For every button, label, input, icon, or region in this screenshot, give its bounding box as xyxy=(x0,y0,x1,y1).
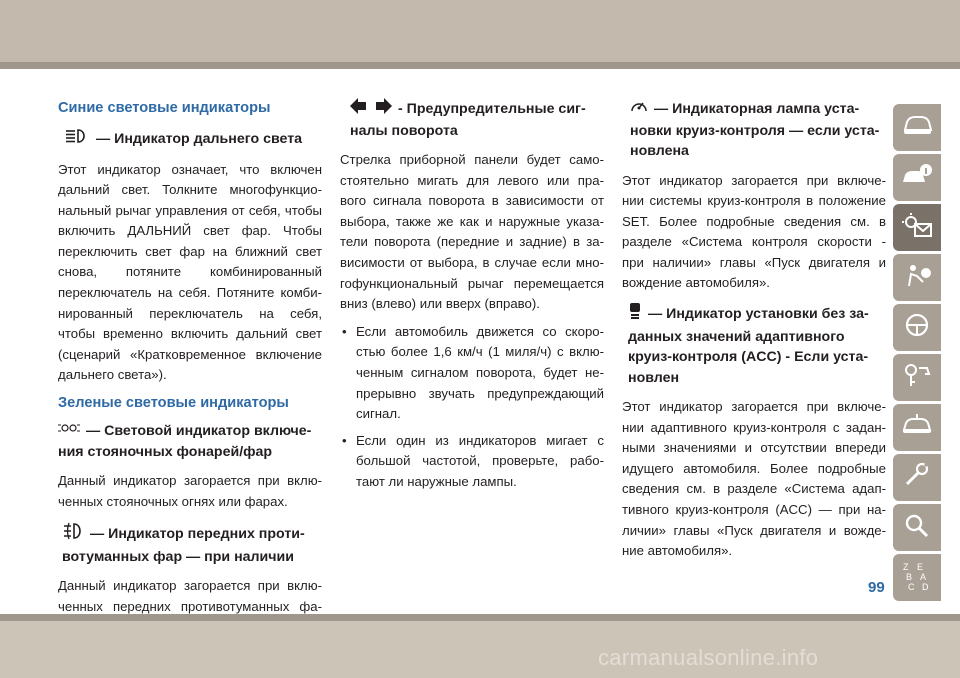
chapter-tab-language[interactable] xyxy=(893,554,941,601)
high-beam-text: Этот индикатор означает, что включен дальний свет. Толкните многофункцио-нальный рычаг управления от себя, чтобы включить ДАЛЬНИЙ свет фар. Чтобы переключить свет фар на ближний свет снова, потяните комбинированный переключатель на себя. Потяните комби-нированный переключатель на себя, чтобы временно включить дальний свет (сценарий «Кратковременное включение дальнего света»). xyxy=(58,161,322,383)
blue-indicators-heading: Синие световые индикаторы xyxy=(58,100,271,116)
acc-title: — Индикатор установки без за-данных значений адаптивного круиз-контроля (ACC) - Если уста-новлен xyxy=(628,306,869,386)
cruise-set-title: — Индикаторная лампа уста-новки круиз-контроля — если уста-новлена xyxy=(630,101,880,159)
chapter-sidebar xyxy=(893,104,941,604)
chapter-tab-specs[interactable] xyxy=(893,454,941,501)
park-lights-icon xyxy=(58,421,80,442)
watermark-text: carmanualsonline.info xyxy=(598,645,819,670)
turn-signals-heading xyxy=(340,98,604,141)
header-band xyxy=(0,0,960,62)
green-indicators-heading: Зеленые световые индикаторы xyxy=(58,395,289,412)
svg-text:Z: Z xyxy=(903,562,909,572)
turn-signals-title: - Предупредительные сиг-налы поворота xyxy=(350,101,586,139)
chapter-tab-vehicle[interactable] xyxy=(893,104,941,151)
warning-light-icon xyxy=(901,212,933,243)
high-beam-icon xyxy=(64,128,90,151)
acc-heading xyxy=(622,302,886,388)
cruise-set-text: Этот индикатор загорается при включе-нии системы круиз-контроля в положение SET. Более подробные сведения см. в разделе «Система контроля скорости - при наличии» главы «Пуск двигателя и вождение автомобиля». xyxy=(622,172,886,291)
chapter-tab-emergency[interactable] xyxy=(893,354,941,401)
column-1 xyxy=(58,98,322,645)
svg-text:B: B xyxy=(906,572,913,582)
svg-text:A: A xyxy=(920,572,927,582)
park-lights-title: — Световой индикатор включе-ния стояночных фонарей/фар xyxy=(58,423,312,460)
acc-text: Этот индикатор загорается при включе-нии адаптивного круиз-контроля с задан-ными значениями и отсутствии впереди идущего автомобиля. Более подробные сведения см. в разделе «Система адап-тивного круиз-контроля (ACC) — при на-личии» главы «Пуск двигателя и вожде-ние автомобиля». xyxy=(622,399,886,559)
list-item: • Если один из индикаторов мигает с большой частотой, проверьте, рабо-тают ли наружные лампы. xyxy=(340,431,604,493)
search-icon xyxy=(901,512,933,543)
cruise-control-icon xyxy=(630,98,648,121)
acc-icon xyxy=(628,302,642,327)
steering-wheel-icon xyxy=(901,312,933,343)
svg-text:C: C xyxy=(908,582,915,592)
turn-signal-arrows-icon xyxy=(350,98,392,121)
chapter-tab-dashboard[interactable] xyxy=(893,204,941,251)
turn-signals-list xyxy=(340,322,604,493)
chapter-tab-info[interactable] xyxy=(893,154,941,201)
airbag-icon xyxy=(901,262,933,293)
fog-lights-title: — Индикатор передних проти-вотуманных фар — при наличии xyxy=(62,526,305,565)
page-number: 99 xyxy=(868,579,885,596)
front-fog-icon xyxy=(62,522,84,547)
header-stripe xyxy=(0,62,960,69)
svg-text:D: D xyxy=(922,582,929,592)
column-3 xyxy=(622,98,886,569)
column-2 xyxy=(340,98,604,499)
turn-signals-text: Стрелка приборной панели будет само-стоятельно мигать для левого или пра-вого сигнала поворота в зависимости от выбора, также же как и наружные указа-тели поворота (передние и задние) в за-висимости от выбора, в случае если мно-гофункциональный рычаг перемещается вниз (влево) или вверх (вправо). xyxy=(340,152,604,312)
wrench-icon xyxy=(901,462,933,493)
cruise-set-heading xyxy=(622,98,886,162)
list-item: • Если автомобиль движется со скоро-стью более 1,6 км/ч (1 миля/ч) с вклю-ченным сигналом поворота, будет не-прерывно звучать предупреждающий сигнал. xyxy=(340,322,604,425)
svg-text:E: E xyxy=(917,562,924,572)
chapter-tab-index[interactable] xyxy=(893,504,941,551)
car-info-icon xyxy=(901,162,933,193)
fog-lights-heading xyxy=(58,522,322,567)
fog-lights-text: Данный индикатор загорается при вклю-ченных передних противотуманных фа- xyxy=(58,578,322,614)
chapter-tab-service[interactable] xyxy=(893,404,941,451)
chapter-tab-driving[interactable] xyxy=(893,304,941,351)
car-front-icon xyxy=(901,112,933,143)
footer-stripe xyxy=(0,614,960,621)
park-lights-heading xyxy=(58,421,322,462)
language-icon xyxy=(900,558,934,597)
key-icon xyxy=(901,362,933,393)
car-service-icon xyxy=(901,412,933,443)
high-beam-title: — Индикатор дальнего света xyxy=(96,131,303,147)
high-beam-heading xyxy=(58,128,322,151)
park-lights-text: Данный индикатор загорается при вклю-ченных стояночных огнях или фарах. xyxy=(58,473,322,509)
chapter-tab-safety[interactable] xyxy=(893,254,941,301)
